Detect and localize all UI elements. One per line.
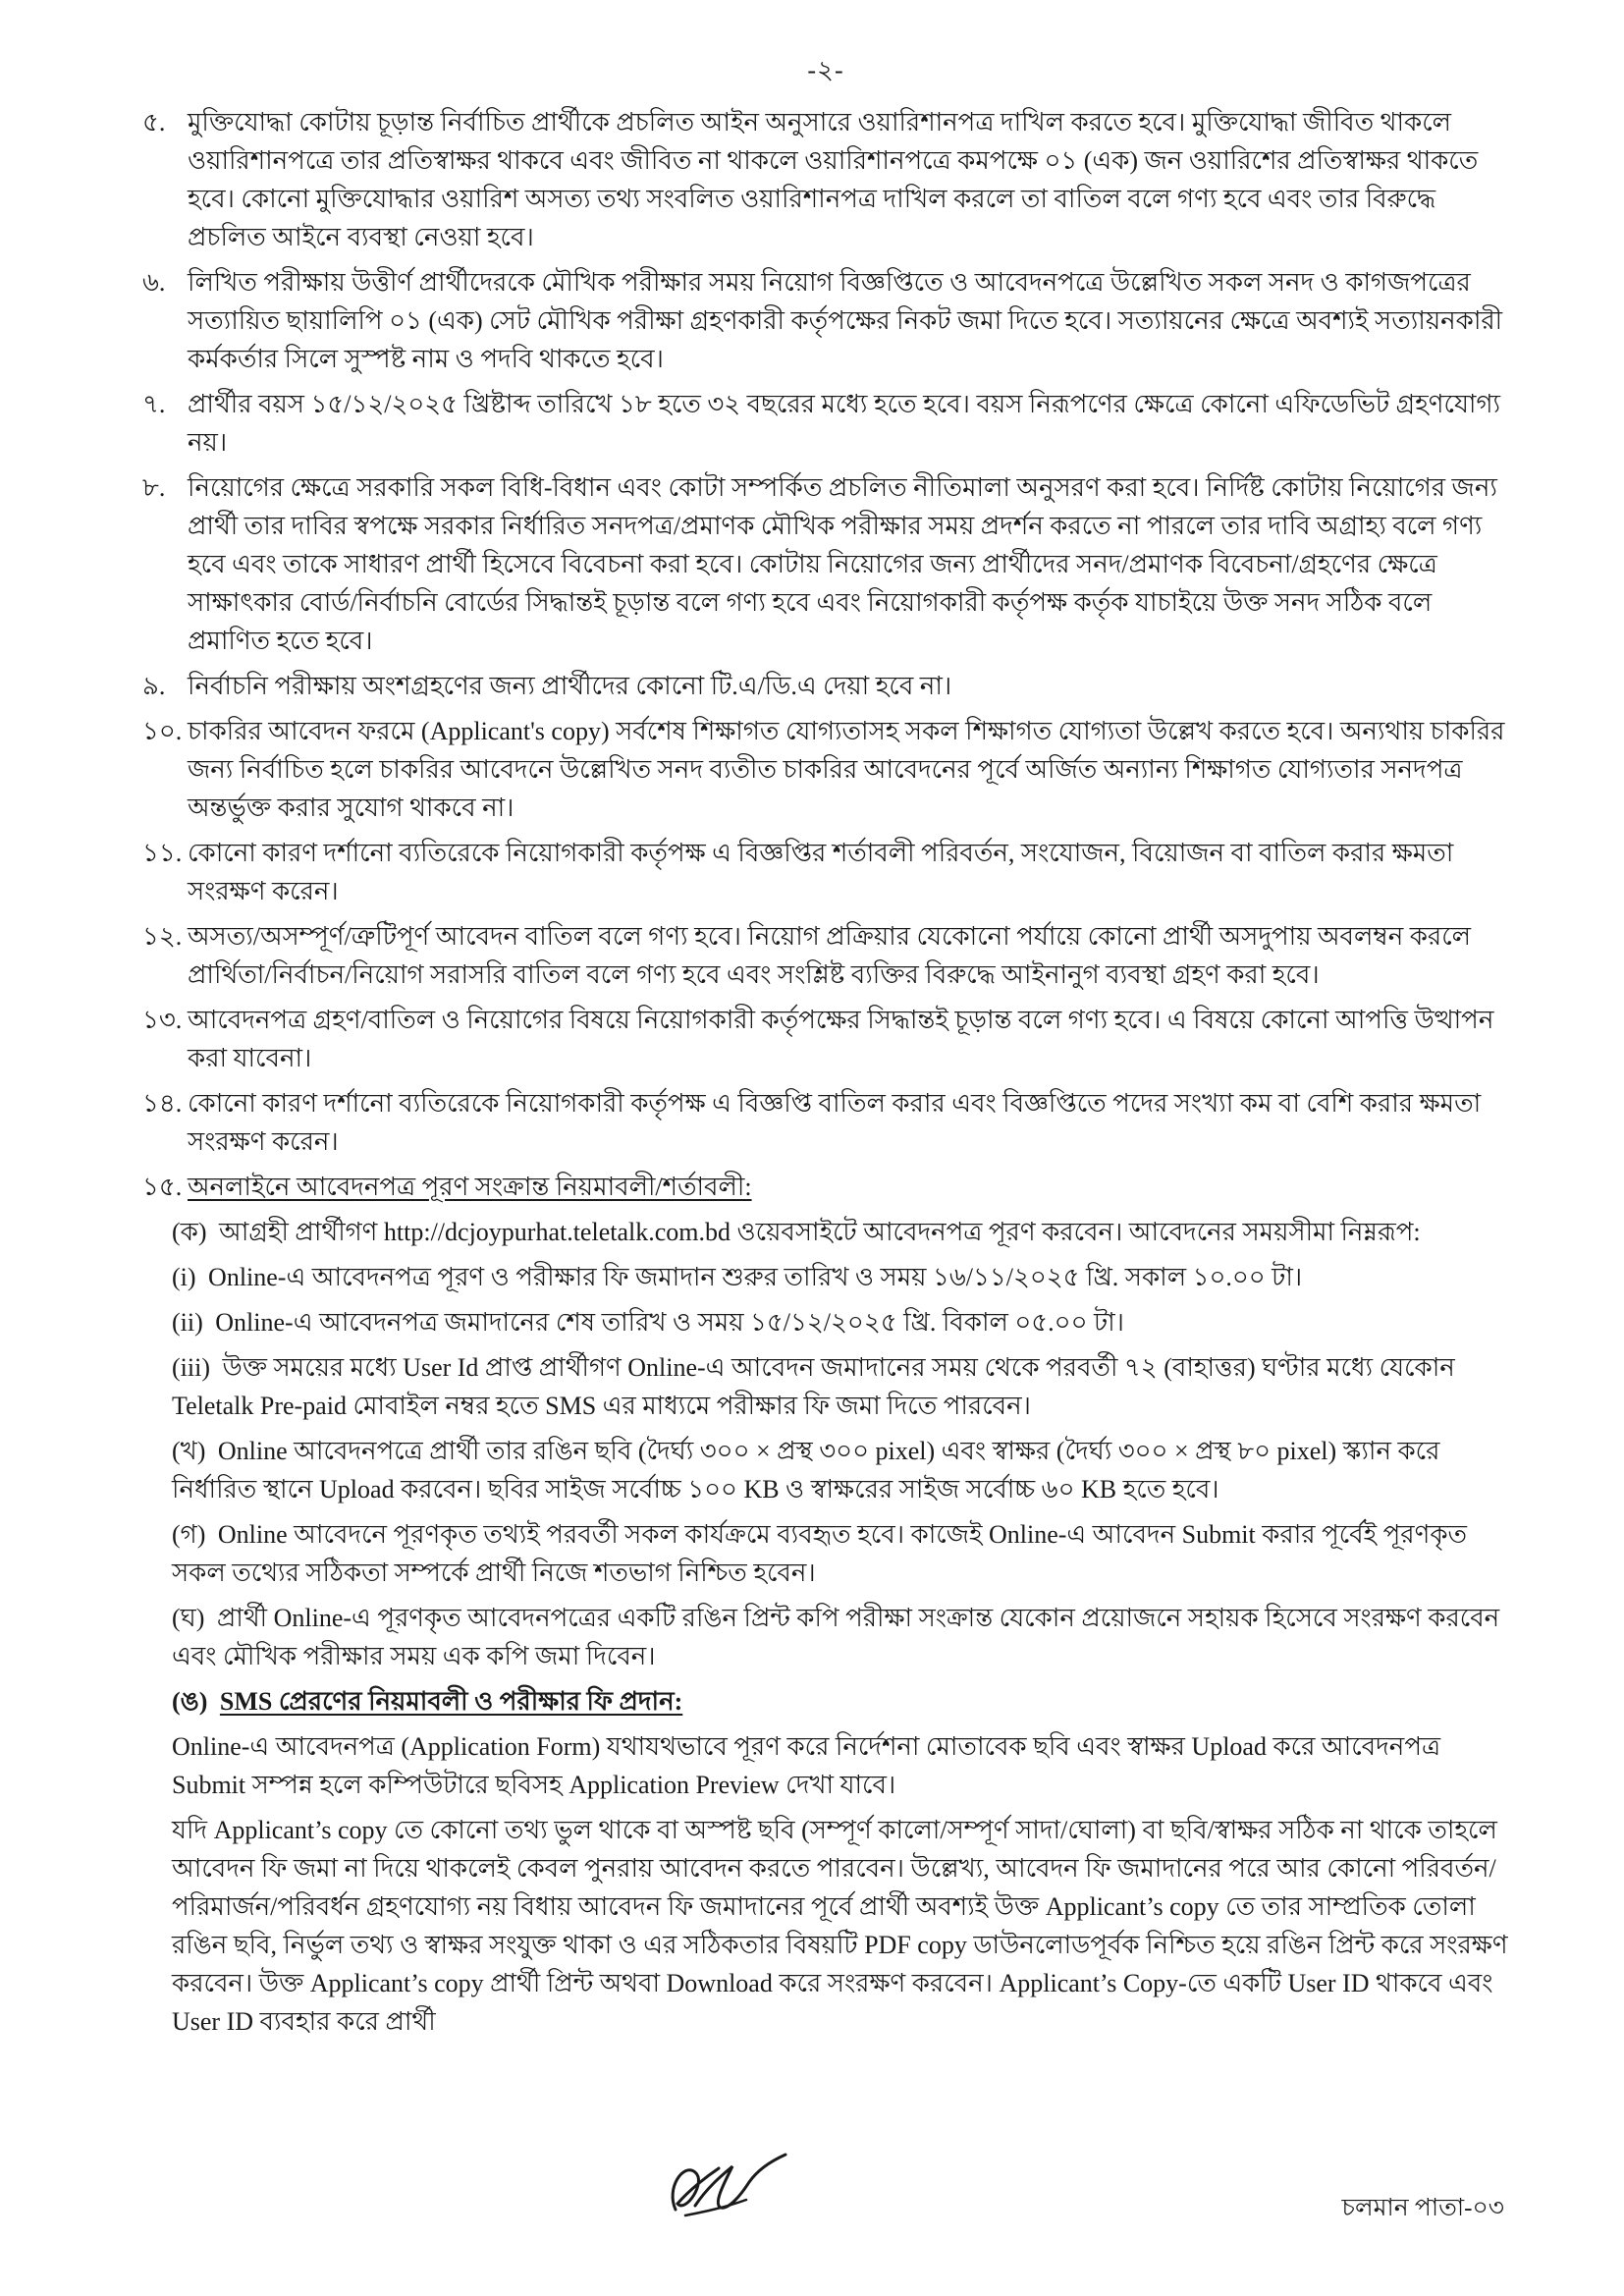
signature-scribble [656,2147,793,2231]
list-item-15 [142,1168,1509,1206]
sub-item-ka [172,1213,1509,1251]
sub-item-text: Online আবেদনে পূরণকৃত তথ্যই পরবর্তী সকল কার্যক্রমে ব্যবহৃত হবে। কাজেই Online-এ আবেদন Submit করার পূর্বেই পূরণকৃত সকল তথ্যের সঠিকতা সম্পর্কে প্রার্থী নিজে শতভাগ নিশ্চিত হবেন। [172,1520,1468,1587]
sub-item-i [172,1258,1509,1296]
website-url: http://dcjoypurhat.teletalk.com.bd [383,1218,731,1246]
page-number: -২- [807,56,844,84]
sub-item-label: (i) [172,1263,196,1291]
sms-rules-heading: SMS প্রেরণের নিয়মাবলী ও পরীক্ষার ফি প্রদান: [219,1687,683,1716]
item-number: ১৫. [142,1173,183,1201]
item-number: ৬. [142,268,166,297]
sub-item-ga [172,1515,1509,1592]
item-text: মুক্তিযোদ্ধা কোটায় চূড়ান্ত নির্বাচিত প্রার্থীকে প্রচলিত আইন অনুসারে ওয়ারিশানপত্র দাখিল করতে হবে। মুক্তিযোদ্ধা জীবিত থাকলে ওয়ারিশানপত্রে তার প্রতিস্বাক্ষর থাকবে এবং জীবিত না থাকলে ওয়ারিশানপত্রে কমপক্ষে ০১ (এক) জন ওয়ারিশের প্রতিস্বাক্ষর থাকতে হবে। কোনো মুক্তিযোদ্ধার ওয়ারিশ অসত্য তথ্য সংবলিত ওয়ারিশানপত্র দাখিল করলে তা বাতিল বলে গণ্য হবে এবং তার বিরুদ্ধে প্রচলিত আইনে ব্যবস্থা নেওয়া হবে। [188,108,1479,251]
item-number: ১৪. [142,1089,183,1118]
online-rules-heading: অনলাইনে আবেদনপত্র পূরণ সংক্রান্ত নিয়মাবলী/শর্তাবলী: [188,1173,752,1201]
sub-item-label: (গ) [172,1520,206,1549]
paragraph: Online-এ আবেদনপত্র (Application Form) যথাযথভাবে পূরণ করে নির্দেশনা মোতাবেক ছবি এবং স্বাক্ষর Upload করে আবেদনপত্র Submit সম্পন্ন হলে কম্পিউটারে ছবিসহ Application Preview দেখা যাবে। [172,1732,1441,1799]
sub-item-text: Online-এ আবেদনপত্র পূরণ ও পরীক্ষার ফি জমাদান শুরুর তারিখ ও সময় ১৬/১১/২০২৫ খ্রি. সকাল ১০.০০ টা। [208,1263,1303,1291]
sub-item-text: উক্ত সময়ের মধ্যে User Id প্রাপ্ত প্রার্থীগণ Online-এ আবেদন জমাদানের সময় থেকে পরবর্তী ৭২ (বাহাত্তর) ঘণ্টার মধ্যে যেকোন Teletalk Pre-paid মোবাইল নম্বর হতে SMS এর মাধ্যমে পরীক্ষার ফি জমা দিতে পারবেন। [172,1353,1455,1420]
list-item-8 [142,468,1509,660]
sub-item-text: আগ্রহী প্রার্থীগণ [219,1218,378,1246]
item-text: প্রার্থীর বয়স ১৫/১২/২০২৫ খ্রিষ্টাব্দ তারিখে ১৮ হতে ৩২ বছরের মধ্যে হতে হবে। বয়স নিরূপণের ক্ষেত্রে কোনো এফিডেভিট গ্রহণযোগ্য নয়। [188,390,1501,457]
page-footer-continuation: চলমান পাতা-০৩ [1341,2195,1504,2221]
list-item-10 [142,712,1509,827]
list-item-14 [142,1084,1509,1161]
item-number: ১৩. [142,1006,183,1034]
item-number: ১০. [142,717,183,745]
item-text: নির্বাচনি পরীক্ষায় অংশগ্রহণের জন্য প্রার্থীদের কোনো টি.এ/ডি.এ দেয়া হবে না। [188,672,952,700]
item-number: ৫. [142,108,166,137]
sub-item-label: (খ) [172,1437,206,1465]
sub-item-ii [172,1303,1509,1341]
sub-item-text: প্রার্থী Online-এ পূরণকৃত আবেদনপত্রের একটি রঙিন প্রিন্ট কপি পরীক্ষা সংক্রান্ত যেকোন প্রয়োজনে সহায়ক হিসেবে সংরক্ষণ করবেন এবং মৌখিক পরীক্ষার সময় এক কপি জমা দিবেন। [172,1604,1500,1670]
sub-item-uno [172,1682,1509,1721]
sub-item-label: (ঙ) [172,1687,208,1716]
item-text: নিয়োগের ক্ষেত্রে সরকারি সকল বিধি-বিধান এবং কোটা সম্পর্কিত প্রচলিত নীতিমালা অনুসরণ করা হবে। নির্দিষ্ট কোটায় নিয়োগের জন্য প্রার্থী তার দাবির স্বপক্ষে সরকার নির্ধারিত সনদপত্র/প্রমাণক মৌখিক পরীক্ষার সময় প্রদর্শন করতে না পারলে তার দাবি অগ্রাহ্য বলে গণ্য হবে এবং তাকে সাধারণ প্রার্থী হিসেবে বিবেচনা করা হবে। কোটায় নিয়োগের জন্য প্রার্থীদের সনদ/প্রমাণক বিবেচনা/গ্রহণের ক্ষেত্রে সাক্ষাৎকার বোর্ড/নির্বাচনি বোর্ডের সিদ্ধান্তই চূড়ান্ত বলে গণ্য হবে এবং নিয়োগকারী কর্তৃপক্ষ কর্তৃক যাচাইয়ে উক্ত সনদ সঠিক বলে প্রমাণিত হতে হবে। [188,473,1497,655]
item-text: চাকরির আবেদন ফরমে (Applicant's copy) সর্বশেষ শিক্ষাগত যোগ্যতাসহ সকল শিক্ষাগত যোগ্যতা উল্লেখ করতে হবে। অন্যথায় চাকরির জন্য নির্বাচিত হলে চাকরির আবেদনে উল্লেখিত সনদ ব্যতীত চাকরির আবেদনের পূর্বে অর্জিত অন্যান্য শিক্ষাগত যোগ্যতার সনদপত্র অন্তর্ভুক্ত করার সুযোগ থাকবে না। [188,717,1505,822]
sub-item-iii [172,1348,1509,1425]
item-text: কোনো কারণ দর্শানো ব্যতিরেকে নিয়োগকারী কর্তৃপক্ষ এ বিজ্ঞপ্তি বাতিল করার এবং বিজ্ঞপ্তিতে পদের সংখ্যা কম বা বেশি করার ক্ষমতা সংরক্ষণ করেন। [188,1089,1482,1156]
item-text: লিখিত পরীক্ষায় উত্তীর্ণ প্রার্থীদেরকে মৌখিক পরীক্ষার সময় নিয়োগ বিজ্ঞপ্তিতে ও আবেদনপত্রে উল্লেখিত সকল সনদ ও কাগজপত্রের সত্যায়িত ছায়ালিপি ০১ (এক) সেট মৌখিক পরীক্ষা গ্রহণকারী কর্তৃপক্ষের নিকট জমা দিতে হবে। সত্যায়নের ক্ষেত্রে অবশ্যই সত্যায়নকারী কর্মকর্তার সিলে সুস্পষ্ট নাম ও পদবি থাকতে হবে। [188,268,1503,373]
item-number: ১২. [142,922,183,951]
list-item-13 [142,1001,1509,1077]
paragraph: যদি Applicant’s copy তে কোনো তথ্য ভুল থাকে বা অস্পষ্ট ছবি (সম্পূর্ণ কালো/সম্পূর্ণ সাদা/ঘোলা) বা ছবি/স্বাক্ষর সঠিক না থাকে তাহলে আবেদন ফি জমা না দিয়ে থাকলেই কেবল পুনরায় আবেদন করতে পারবেন। উল্লেখ্য, আবেদন ফি জমাদানের পরে আর কোনো পরিবর্তন/পরিমার্জন/পরিবর্ধন গ্রহণযোগ্য নয় বিধায় আবেদন ফি জমাদানের পূর্বে প্রার্থী অবশ্যই উক্ত Applicant’s copy তে তার সাম্প্রতিক তোলা রঙিন ছবি, নির্ভুল তথ্য ও স্বাক্ষর সংযুক্ত থাকা ও এর সঠিকতার বিষয়টি PDF copy ডাউনলোডপূর্বক নিশ্চিত হয়ে রঙিন প্রিন্ট করে সংরক্ষণ করবেন। উক্ত Applicant’s copy প্রার্থী প্রিন্ট অথবা Download করে সংরক্ষণ করবেন। Applicant’s Copy-তে একটি User ID থাকবে এবং User ID ব্যবহার করে প্রার্থী [172,1816,1508,2036]
sub-item-text: Online-এ আবেদনপত্র জমাদানের শেষ তারিখ ও সময় ১৫/১২/২০২৫ খ্রি. বিকাল ০৫.০০ টা। [215,1308,1124,1337]
item-number: ৭. [142,390,166,418]
item-text [188,1168,1509,1206]
sub-item-label: (ii) [172,1308,203,1337]
document-content [142,51,1509,2048]
item-number: ৮. [142,473,166,502]
item-text: কোনো কারণ দর্শানো ব্যতিরেকে নিয়োগকারী কর্তৃপক্ষ এ বিজ্ঞপ্তির শর্তাবলী পরিবর্তন, সংযোজন, বিয়োজন বা বাতিল করার ক্ষমতা সংরক্ষণ করেন। [188,839,1454,905]
list-item-12 [142,917,1509,994]
sub-item-label: (ক) [172,1218,207,1246]
item-number: ৯. [142,672,166,700]
item-text: অসত্য/অসম্পূর্ণ/ত্রুটিপূর্ণ আবেদন বাতিল বলে গণ্য হবে। নিয়োগ প্রক্রিয়ার যেকোনো পর্যায়ে কোনো প্রার্থী অসদুপায় অবলম্বন করলে প্রার্থিতা/নির্বাচন/নিয়োগ সরাসরি বাতিল বলে গণ্য হবে এবং সংশ্লিষ্ট ব্যক্তির বিরুদ্ধে আইনানুগ ব্যবস্থা গ্রহণ করা হবে। [188,922,1472,989]
sub-item-gha [172,1599,1509,1675]
list-item-11 [142,834,1509,910]
sub-item-text: Online আবেদনপত্রে প্রার্থী তার রঙিন ছবি (দৈর্ঘ্য ৩০০ × প্রস্থ ৩০০ pixel) এবং স্বাক্ষর (দৈর্ঘ্য ৩০০ × প্রস্থ ৮০ pixel) স্ক্যান করে নির্ধারিত স্থানে Upload করবেন। ছবির সাইজ সর্বোচ্চ ১০০ KB ও স্বাক্ষরের সাইজ সর্বোচ্চ ৬০ KB হতে হবে। [172,1437,1440,1503]
item-text: আবেদনপত্র গ্রহণ/বাতিল ও নিয়োগের বিষয়ে নিয়োগকারী কর্তৃপক্ষের সিদ্ধান্তই চূড়ান্ত বলে গণ্য হবে। এ বিষয়ে কোনো আপত্তি উত্থাপন করা যাবেনা। [188,1006,1494,1072]
list-item-9 [142,667,1509,705]
sub-item-kha [172,1432,1509,1508]
sub-item-label: (ঘ) [172,1604,205,1632]
list-item-5 [142,103,1509,256]
list-item-7 [142,385,1509,462]
item-number: ১১. [142,839,183,867]
sub-item-text: ওয়েবসাইটে আবেদনপত্র পূরণ করবেন। আবেদনের সময়সীমা নিম্নরূপ: [736,1218,1421,1246]
sub-item-label: (iii) [172,1353,210,1382]
list-item-6 [142,263,1509,378]
